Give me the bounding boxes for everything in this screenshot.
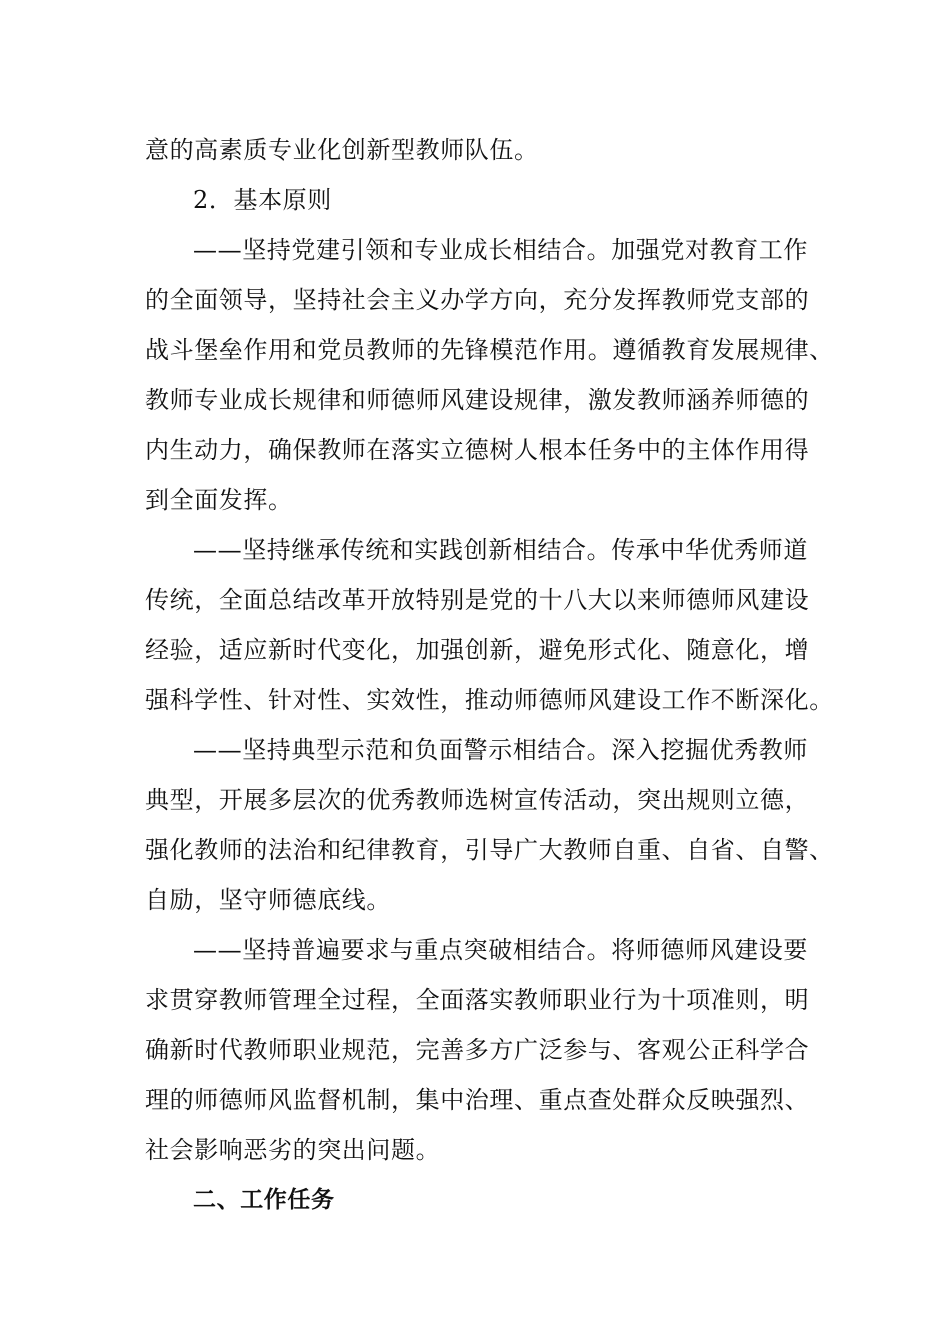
section-heading-bold: 二、工作任务 bbox=[193, 1187, 335, 1213]
text-line: 自励，坚守师德底线。 bbox=[145, 886, 391, 914]
text-line: ——坚持普遍要求与重点突破相结合。将师德师风建设要 bbox=[193, 936, 808, 964]
text-line: 求贯穿教师管理全过程，全面落实教师职业行为十项准则，明 bbox=[145, 986, 810, 1014]
text-line: 强化教师的法治和纪律教育，引导广大教师自重、自省、自警、 bbox=[145, 836, 834, 864]
text-line: 的全面领导，坚持社会主义办学方向，充分发挥教师党支部的 bbox=[145, 286, 810, 314]
text-line: 战斗堡垒作用和党员教师的先锋模范作用。遵循教育发展规律、 bbox=[145, 336, 834, 364]
text-line: 典型，开展多层次的优秀教师选树宣传活动，突出规则立德， bbox=[145, 786, 810, 814]
text-line: 确新时代教师职业规范，完善多方广泛参与、客观公正科学合 bbox=[145, 1036, 810, 1064]
text-line: ——坚持继承传统和实践创新相结合。传承中华优秀师道 bbox=[193, 536, 808, 564]
text-line: 内生动力，确保教师在落实立德树人根本任务中的主体作用得 bbox=[145, 436, 810, 464]
text-line: ——坚持党建引领和专业成长相结合。加强党对教育工作 bbox=[193, 236, 808, 264]
text-line: 理的师德师风监督机制，集中治理、重点查处群众反映强烈、 bbox=[145, 1086, 810, 1114]
text-line: 到全面发挥。 bbox=[145, 486, 293, 514]
text-line: 社会影响恶劣的突出问题。 bbox=[145, 1136, 441, 1164]
text-line: 教师专业成长规律和师德师风建设规律，激发教师涵养师德的 bbox=[145, 386, 810, 414]
text-line: ——坚持典型示范和负面警示相结合。深入挖掘优秀教师 bbox=[193, 736, 808, 764]
section-heading: 2．基本原则 bbox=[193, 186, 332, 214]
text-line: 意的高素质专业化创新型教师队伍。 bbox=[145, 136, 539, 164]
text-line: 强科学性、针对性、实效性，推动师德师风建设工作不断深化。 bbox=[145, 686, 834, 714]
text-line: 经验，适应新时代变化，加强创新，避免形式化、随意化，增 bbox=[145, 636, 810, 664]
text-line: 传统，全面总结改革开放特别是党的十八大以来师德师风建设 bbox=[145, 586, 810, 614]
